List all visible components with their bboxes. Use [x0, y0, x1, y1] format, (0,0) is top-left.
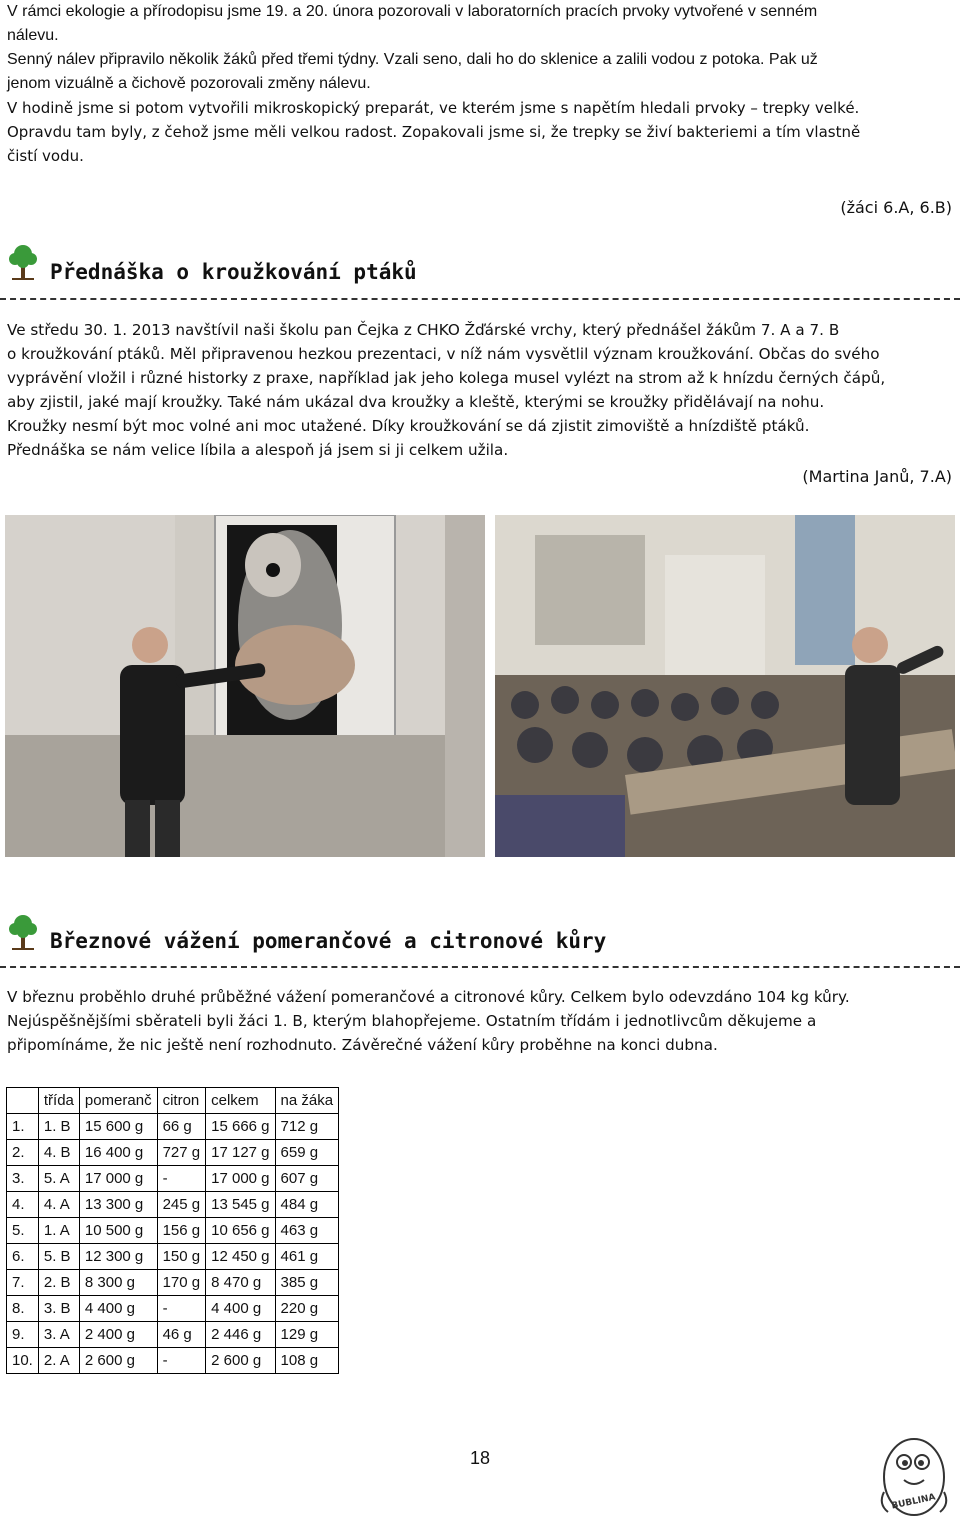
table-cell: 156 g — [157, 1218, 206, 1244]
table-cell: 17 127 g — [206, 1140, 275, 1166]
table-cell: 17 000 g — [206, 1166, 275, 1192]
lecture-signature: (Martina Janů, 7.A) — [802, 467, 952, 486]
table-row — [7, 1218, 339, 1244]
lecture-line: vyprávění vložil i různé historky z praxe, například jak jeho kolega musel vylézt na strom až k hnízdu černých čápů, — [7, 369, 886, 387]
table-cell: 8 470 g — [206, 1270, 275, 1296]
table-cell: 6. — [7, 1244, 39, 1270]
table-cell: 2. A — [38, 1348, 79, 1374]
lecture-line: Kroužky nesmí být moc volné ani moc utažené. Díky kroužkování se dá zjistit zimoviště a hnízdiště ptáků. — [7, 417, 810, 435]
page-number: 18 — [470, 1448, 491, 1468]
tree-icon — [6, 242, 40, 282]
table-cell: 2 600 g — [206, 1348, 275, 1374]
table-cell: 1. A — [38, 1218, 79, 1244]
header-cell: celkem — [206, 1088, 275, 1114]
header-cell: citron — [157, 1088, 206, 1114]
table-cell: 4 400 g — [206, 1296, 275, 1322]
intro-line: čistí vodu. — [7, 147, 84, 165]
table-row — [7, 1166, 339, 1192]
table-cell: 16 400 g — [79, 1140, 157, 1166]
section-divider — [0, 966, 960, 968]
section-divider — [0, 298, 960, 300]
table-cell: 4. A — [38, 1192, 79, 1218]
intro-line: V hodině jsme si potom vytvořili mikroskopický preparát, ve kterém jsme s napětím hledali prvoky – trepky velké. — [7, 99, 860, 117]
table-cell: 484 g — [275, 1192, 339, 1218]
table-cell: 2. B — [38, 1270, 79, 1296]
table-cell: 66 g — [157, 1114, 206, 1140]
table-cell: 3. B — [38, 1296, 79, 1322]
classroom-photo — [495, 515, 955, 857]
table-header-row — [7, 1088, 339, 1114]
table-row — [7, 1270, 339, 1296]
table-cell: 3. A — [38, 1322, 79, 1348]
intro-line: jenom vizuálně a čichově pozorovali změny nálevu. — [7, 75, 371, 92]
table-cell: 170 g — [157, 1270, 206, 1296]
table-cell: 17 000 g — [79, 1166, 157, 1192]
svg-text:BUBLINA: BUBLINA — [890, 1492, 937, 1512]
table-cell: 10 656 g — [206, 1218, 275, 1244]
table-cell: 7. — [7, 1270, 39, 1296]
intro-line: Opravdu tam byly, z čehož jsme měli velkou radost. Zopakovali jsme si, že trepky se živí bakteriemi a tím vlastně — [7, 123, 861, 141]
table-cell: 659 g — [275, 1140, 339, 1166]
table-cell: 8 300 g — [79, 1270, 157, 1296]
table-cell: - — [157, 1166, 206, 1192]
header-cell — [7, 1088, 39, 1114]
lecture-line: aby zjistil, jaké mají kroužky. Také nám ukázal dva kroužky a kleště, kterými se kroužky přidělávají na nohu. — [7, 393, 825, 411]
table-cell: 10. — [7, 1348, 39, 1374]
table-row — [7, 1244, 339, 1270]
table-cell: 12 450 g — [206, 1244, 275, 1270]
peel-paragraph — [7, 985, 955, 1057]
table-cell: 2 400 g — [79, 1322, 157, 1348]
tree-icon — [6, 912, 40, 952]
table-row — [7, 1140, 339, 1166]
table-cell: - — [157, 1348, 206, 1374]
table-row — [7, 1348, 339, 1374]
table-cell: 129 g — [275, 1322, 339, 1348]
table-cell: - — [157, 1296, 206, 1322]
peel-results-table — [6, 1087, 339, 1374]
header-cell: na žáka — [275, 1088, 339, 1114]
table-cell: 108 g — [275, 1348, 339, 1374]
table-cell: 4. — [7, 1192, 39, 1218]
table-cell: 712 g — [275, 1114, 339, 1140]
table-row — [7, 1296, 339, 1322]
table-cell: 5. — [7, 1218, 39, 1244]
table-cell: 4 400 g — [79, 1296, 157, 1322]
peel-line: Nejúspěšnějšími sběrateli byli žáci 1. B, kterým blahopřejeme. Ostatním třídám i jednotlivcům děkujeme a — [7, 1012, 817, 1030]
table-cell: 220 g — [275, 1296, 339, 1322]
mascot-logo — [874, 1432, 954, 1522]
intro-line: V rámci ekologie a přírodopisu jsme 19. a 20. února pozorovali v laboratorních pracích prvoky vytvořené v senném — [7, 3, 818, 20]
peel-line: připomínáme, že nic ještě není rozhodnuto. Závěrečné vážení kůry proběhne na konci dubna. — [7, 1036, 718, 1054]
table-cell: 385 g — [275, 1270, 339, 1296]
peel-line: V březnu proběhlo druhé průběžné vážení pomerančové a citronové kůry. Celkem bylo odevzdáno 104 kg kůry. — [7, 988, 850, 1006]
table-cell: 3. — [7, 1166, 39, 1192]
table-cell: 15 666 g — [206, 1114, 275, 1140]
table-cell: 10 500 g — [79, 1218, 157, 1244]
intro-line: Senný nálev připravilo několik žáků před třemi týdny. Vzali seno, dali ho do sklenice a zalili vodou z potoka. Pak už — [7, 51, 818, 68]
table-cell: 727 g — [157, 1140, 206, 1166]
lecture-paragraph — [7, 318, 955, 462]
table-cell: 607 g — [275, 1166, 339, 1192]
section-title: Přednáška o kroužkování ptáků — [50, 260, 417, 284]
table-cell: 461 g — [275, 1244, 339, 1270]
table-cell: 4. B — [38, 1140, 79, 1166]
table-row — [7, 1322, 339, 1348]
table-cell: 12 300 g — [79, 1244, 157, 1270]
table-cell: 2 600 g — [79, 1348, 157, 1374]
lecture-photo — [5, 515, 485, 857]
intro-line: nálevu. — [7, 27, 59, 44]
header-cell: pomeranč — [79, 1088, 157, 1114]
table-cell: 2. — [7, 1140, 39, 1166]
table-cell: 8. — [7, 1296, 39, 1322]
table-cell: 13 300 g — [79, 1192, 157, 1218]
table-cell: 1. — [7, 1114, 39, 1140]
lecture-line: Ve středu 30. 1. 2013 navštívil naši školu pan Čejka z CHKO Žďárské vrchy, který přednášel žákům 7. A a 7. B — [7, 321, 840, 339]
intro-paragraph — [7, 0, 955, 168]
table-row — [7, 1192, 339, 1218]
table-cell: 13 545 g — [206, 1192, 275, 1218]
table-cell: 463 g — [275, 1218, 339, 1244]
table-cell: 15 600 g — [79, 1114, 157, 1140]
table-cell: 46 g — [157, 1322, 206, 1348]
lecture-line: o kroužkování ptáků. Měl připravenou hezkou prezentaci, v níž nám vysvětlil význam kroužkování. Občas do svého — [7, 345, 880, 363]
table-cell: 5. A — [38, 1166, 79, 1192]
table-cell: 2 446 g — [206, 1322, 275, 1348]
table-cell: 150 g — [157, 1244, 206, 1270]
lecture-line: Přednáška se nám velice líbila a alespoň já jsem si ji celkem užila. — [7, 441, 509, 459]
intro-signature: (žáci 6.A, 6.B) — [840, 198, 952, 217]
table-row — [7, 1114, 339, 1140]
table-cell: 5. B — [38, 1244, 79, 1270]
section-title: Březnové vážení pomerančové a citronové kůry — [50, 929, 607, 953]
header-cell: třída — [38, 1088, 79, 1114]
table-cell: 245 g — [157, 1192, 206, 1218]
table-cell: 9. — [7, 1322, 39, 1348]
table-cell: 1. B — [38, 1114, 79, 1140]
